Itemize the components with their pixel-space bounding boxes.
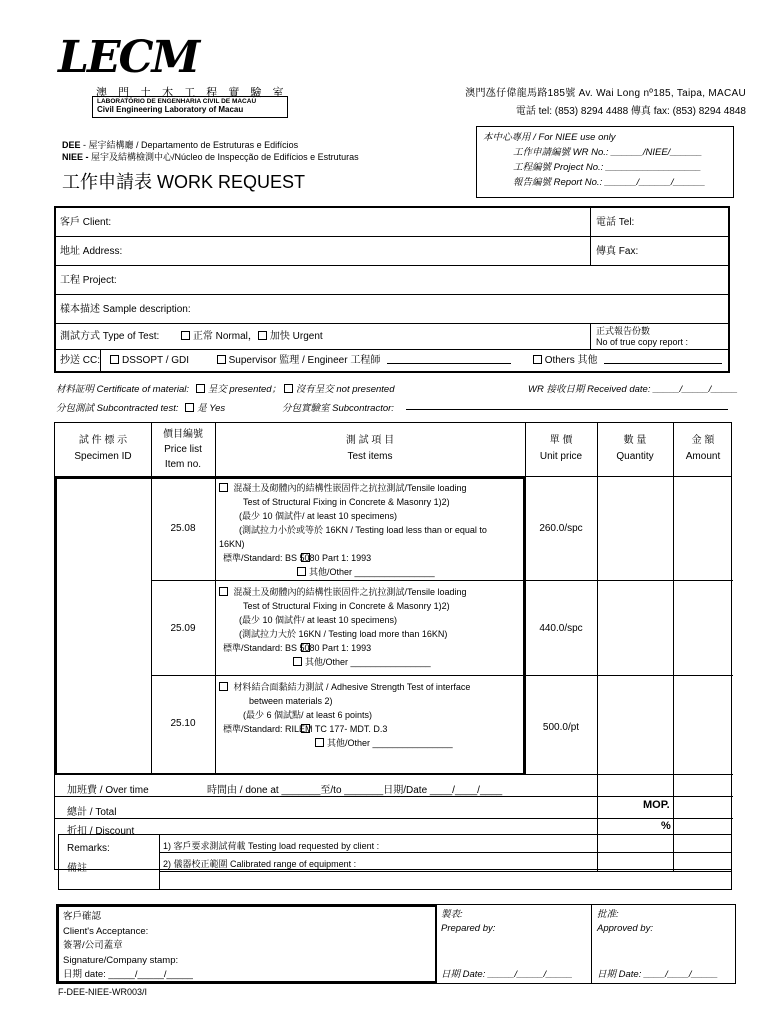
lab-name-pt: LABORATÓRIO DE ENGENHARIA CIVIL DE MACAU [97,98,257,105]
subcontracted-label: 分包測試 Subcontracted test: [56,403,179,414]
table-header [55,423,731,477]
table-row [151,581,733,676]
overtime-row [55,775,733,797]
cc-label: 抄送 CC: [60,355,100,366]
not-presented-checkbox[interactable] [284,384,293,393]
project-row [56,266,728,295]
sample-row [56,295,728,324]
qty-header-cn: 數 量 [623,435,647,446]
test-item-text [219,680,521,750]
remark-1[interactable]: 1) 客戶要求測試荷載 Testing load requested by client : [163,841,380,851]
others-checkbox[interactable] [533,355,542,364]
test-item-text [219,585,521,669]
logo-mark: LECM [58,32,199,83]
dssopt-label: DSSOPT / GDI [122,355,190,366]
report-no: 報告編號 Report No.: ______/______/______ [513,177,706,188]
client-row [56,208,728,237]
price-header-cn: 價目編號 [163,429,203,440]
test-type-text: 測試方式 Type of Test: [60,331,160,342]
tests-header-cn: 測 試 項 目 [345,435,395,446]
address-row [56,237,728,266]
percent-label: % [661,820,671,832]
office-use-box [476,126,734,198]
cc-row [56,350,728,371]
supervisor-label: Supervisor 監理 / Engineer 工程師 [228,355,381,366]
supervisor-line[interactable] [387,355,511,364]
dee-code: DEE [62,140,81,150]
received-date[interactable]: WR 接收日期 Received date: _____/_____/_____ [528,384,738,395]
test-line: 混凝土及砌體內的結構性嵌固件之抗拉測試/Tensile loading [233,587,467,597]
done-at[interactable]: 時間由 / done at _______至/to _______日期/Date ____/____/____ [207,785,503,796]
other-line[interactable]: 其他/Other ________________ [327,738,453,748]
form-code: F-DEE-NIEE-WR003/I [58,987,148,997]
amount-header [673,433,733,465]
standard-checkbox[interactable] [301,643,310,652]
total-label: 總計 / Total [67,807,117,818]
not-presented-label: 沒有呈交 not presented [295,384,395,395]
specimen-header-cn: 試 件 標 示 [78,435,128,446]
dee-text: - 屋宇結構廳 / Departamento de Estruturas e Edifícios [80,140,299,150]
test-line: 混凝土及砌體內的結構性嵌固件之抗拉測試/Tensile loading [233,483,467,493]
others-label: Others 其他 [544,355,598,366]
remarks-box [58,834,732,890]
remarks-label-cn: 備註 [67,863,87,874]
test-line: (最少 10 個試件/ at least 10 specimens) [239,615,398,625]
copies-cn: 正式報告份數 [596,326,651,336]
lab-address: 澳門氹仔偉龍馬路185號 Av. Wai Long nº185, Taipa, MACAU [465,88,746,99]
niee-text: 屋宇及結構檢測中心/Núcleo de Inspecção de Edifícios e Estruturas [88,152,359,162]
supervisor-checkbox[interactable] [217,355,226,364]
other-checkbox[interactable] [315,738,324,747]
test-type-label [56,330,323,344]
subcontractor-line[interactable] [406,401,728,410]
test-item-text [219,481,521,579]
urgent-checkbox[interactable] [258,331,267,340]
test-item-checkbox[interactable] [219,682,228,691]
lab-name-box [92,96,288,118]
standard-line: 標準/Standard: RILEM TC 177- MDT. D.3 [223,724,388,734]
yes-checkbox[interactable] [185,403,194,412]
unit-price: 260.0/spc [539,523,583,534]
tel-label[interactable]: 電話 Tel: [596,217,635,228]
work-table [54,422,732,870]
lab-phone-fax: 電話 tel: (853) 8294 4488 傳真 fax: (853) 8294 4848 [515,106,746,117]
test-line: Test of Structural Fixing in Concrete & Masonry 1)2) [243,601,450,611]
test-line: Test of Structural Fixing in Concrete & Masonry 1)2) [243,497,450,507]
presented-checkbox[interactable] [196,384,205,393]
fax-label[interactable]: 傳真 Fax: [596,246,639,257]
approved-cn: 批准: [597,909,619,920]
normal-checkbox[interactable] [181,331,190,340]
wr-no: 工作申請編號 WR No.: ______/NIEE/______ [513,147,703,158]
logo [58,32,199,83]
form-title: 工作申請表 WORK REQUEST [62,172,306,192]
mop-label: MOP. [643,799,670,811]
prepared-cn: 製表: [441,909,463,920]
lab-name-cn: 澳 門 土 木 工 程 實 驗 室 [96,87,288,99]
client-en: Client's Acceptance: [63,925,149,937]
specimen-header-en: Specimen ID [74,451,132,462]
standard-line: 標準/Standard: BS 5080 Part 1: 1993 [223,643,372,653]
subcontract-row [56,400,736,414]
office-use-title: 本中心專用 / For NIEE use only [483,132,616,143]
cc-options [106,354,722,368]
test-item-checkbox[interactable] [219,483,228,492]
approved-block [597,908,737,984]
test-line: (測試拉力大於 16KN / Testing load more than 16KN) [239,629,448,639]
approved-en: Approved by: [597,923,653,934]
normal-label: 正常 Normal， [192,331,258,342]
sign-cn: 簽署/公司蓋章 [63,940,123,951]
item-no: 25.08 [170,523,196,534]
unit-price: 500.0/pt [542,722,580,733]
item-no: 25.09 [170,623,196,634]
presented-label: 呈交 presented； [207,384,282,395]
specimen-header [55,433,151,465]
test-line: (最少 6 個試點/ at least 6 points) [243,710,373,720]
unit-header-cn: 單 價 [549,435,573,446]
approved-date[interactable]: 日期 Date: ____/____/_____ [597,969,718,980]
certificate-row [56,381,736,395]
qty-header-en: Quantity [616,451,654,462]
lab-name-en: Civil Engineering Laboratory of Macau [97,105,244,114]
project-no: 工程編號 Project No.: __________________ [513,162,702,173]
qty-header [597,433,673,465]
prepared-block [441,908,591,984]
unit-header-en: Unit price [539,451,583,462]
standard-checkbox[interactable] [301,724,310,733]
client-date[interactable]: 日期 date: _____/_____/_____ [63,969,193,980]
sign-en: Signature/Company stamp: [63,954,179,966]
copies-label[interactable] [592,326,688,348]
tests-header [215,433,525,465]
standard-line: 標準/Standard: BS 5080 Part 1: 1993 [223,553,372,563]
dept-niee [62,150,359,163]
others-line[interactable] [604,355,722,364]
remarks-label-en: Remarks: [67,843,110,854]
price-header [151,427,215,472]
item-no: 25.10 [170,718,196,729]
test-item-checkbox[interactable] [219,587,228,596]
copies-en: No of true copy report : [596,337,689,347]
niee-code: NIEE - [62,152,89,162]
price-header-en1: Price list [164,444,202,455]
amount-header-cn: 金 額 [691,435,715,446]
certificate-label: 材料証明 Certificate of material: [56,384,190,395]
amount-header-en: Amount [685,451,721,462]
other-line[interactable]: 其他/Other ________________ [305,657,431,667]
other-checkbox[interactable] [297,567,306,576]
client-label[interactable]: 客戶 Client: [60,217,112,228]
standard-checkbox[interactable] [301,553,310,562]
overtime-label: 加班費 / Over time [67,785,149,796]
discount-label: 折扣 / Discount [67,826,135,837]
other-checkbox[interactable] [293,657,302,666]
project-label[interactable]: 工程 Project: [60,275,117,286]
client-cn: 客戶確認 [63,911,102,922]
test-type-row [56,324,728,350]
discount-row [55,819,733,835]
client-acceptance-block [57,905,437,983]
unit-price: 440.0/spc [539,623,583,634]
dssopt-checkbox[interactable] [110,355,119,364]
unit-header [525,433,597,465]
prepared-date[interactable]: 日期 Date: _____/_____/_____ [441,969,573,980]
subcontractor-label: 分包實驗室 Subcontractor: [282,403,394,414]
address-label[interactable]: 地址 Address: [60,246,123,257]
other-line[interactable]: 其他/Other ________________ [309,567,435,577]
urgent-label: 加快 Urgent [269,331,323,342]
price-header-en2: Item no. [164,459,202,470]
signature-box [56,904,736,984]
table-row [151,676,733,775]
test-line: (測試拉力小於或等於 16KN / Testing load less than or equal to [239,525,487,535]
prepared-en: Prepared by: [441,923,496,934]
test-line: 16KN) [219,539,245,549]
test-line: (最少 10 個試件/ at least 10 specimens) [239,511,398,521]
total-row [55,797,733,819]
test-line: 材料結合面黏結力測試 / Adhesive Strength Test of interface [233,682,471,692]
info-box [54,206,730,373]
sample-label[interactable]: 樣本描述 Sample description: [60,304,191,315]
yes-label: 是 Yes [197,403,226,414]
tests-header-en: Test items [347,451,393,462]
remark-2[interactable]: 2) 儀器校正範圍 Calibrated range of equipment : [163,859,357,869]
test-line: between materials 2) [249,696,333,706]
table-row [151,477,733,581]
